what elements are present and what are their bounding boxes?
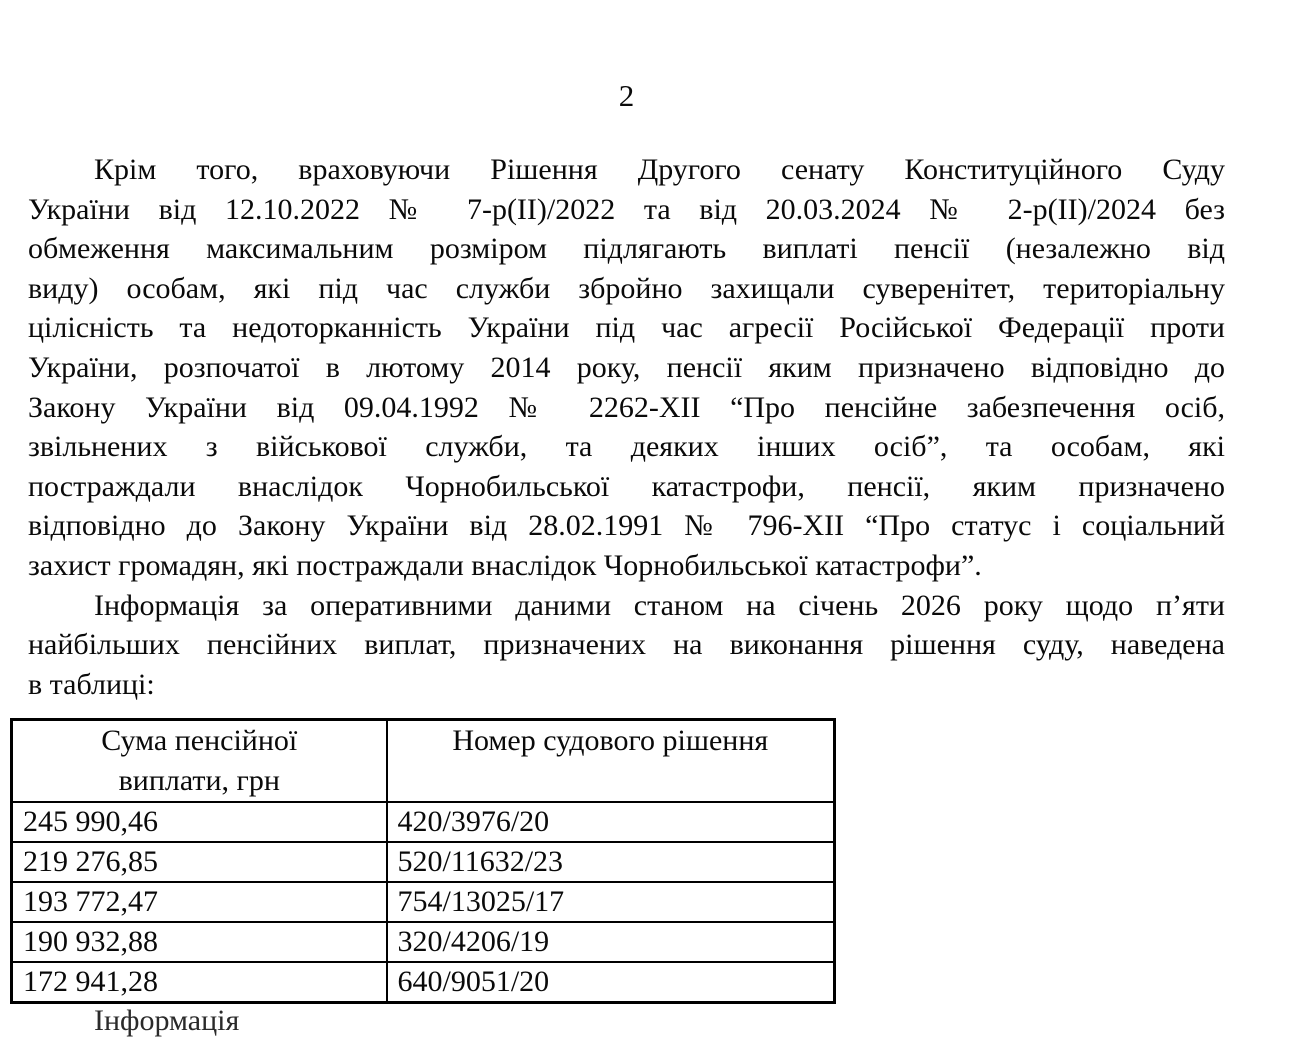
paragraph1-line: України, розпочатої в лютому 2014 року, пенсії яким призначено відповідно до — [28, 350, 1225, 384]
paragraph2-line: Інформація за оперативними даними станом на січень 2026 року щодо п’яти — [94, 588, 1225, 622]
header-amount — [12, 720, 387, 803]
case-cell: 520/11632/23 — [387, 842, 835, 882]
pension-payments-table — [10, 718, 836, 1004]
amount-cell: 193 772,47 — [12, 882, 387, 922]
header-case-label: Номер судового рішення — [452, 724, 769, 757]
header-amount-line2: виплати, грн — [118, 764, 280, 797]
table-row — [12, 962, 835, 1003]
amount-cell: 190 932,88 — [12, 922, 387, 962]
paragraph1-line: захист громадян, які постраждали внаслідок Чорнобильської катастрофи”. — [28, 548, 982, 582]
table-row — [12, 922, 835, 962]
amount-cell: 172 941,28 — [12, 962, 387, 1003]
case-cell: 320/4206/19 — [387, 922, 835, 962]
amount-cell: 219 276,85 — [12, 842, 387, 882]
paragraph1-line: звільнених з військової служби, та деяких інших осіб”, та особам, які — [28, 430, 1225, 464]
paragraph1-line: Закону України від 09.04.1992 № 2262-XII “Про пенсійне забезпечення осіб, — [28, 390, 1225, 424]
paragraph2-line: в таблиці: — [28, 667, 155, 701]
header-amount-line1: Сума пенсійної — [101, 724, 298, 757]
table-row — [12, 882, 835, 922]
paragraph2-line: найбільших пенсійних виплат, призначених на виконання рішення суду, наведена — [28, 628, 1225, 662]
case-cell: 754/13025/17 — [387, 882, 835, 922]
document-body — [28, 150, 1225, 704]
amount-cell: 245 990,46 — [12, 802, 387, 842]
header-case-number — [387, 720, 835, 803]
next-paragraph-clipped-line: Інформація — [94, 1004, 240, 1037]
table-row — [12, 842, 835, 882]
case-cell: 420/3976/20 — [387, 802, 835, 842]
paragraph1-line: обмеження максимальним розміром підлягають виплаті пенсії (незалежно від — [28, 232, 1225, 266]
case-cell: 640/9051/20 — [387, 962, 835, 1003]
paragraph1-line: відповідно до Закону України від 28.02.1991 № 796-XII “Про статус і соціальний — [28, 509, 1225, 543]
paragraph1-line: цілісність та недоторканність України під час агресії Російської Федерації проти — [28, 311, 1225, 345]
table-header-row — [12, 720, 835, 803]
page-number: 2 — [618, 78, 635, 113]
paragraph1-line: України від 12.10.2022 № 7-р(II)/2022 та від 20.03.2024 № 2-р(II)/2024 без — [28, 192, 1225, 226]
paragraph1-line: Крім того, враховуючи Рішення Другого сенату Конституційного Суду — [94, 153, 1225, 186]
paragraph1-line: виду) особам, які під час служби збройно захищали суверенітет, територіальну — [28, 271, 1225, 305]
paragraph1-line: постраждали внаслідок Чорнобильської катастрофи, пенсії, яким призначено — [28, 469, 1225, 503]
table-row — [12, 802, 835, 842]
